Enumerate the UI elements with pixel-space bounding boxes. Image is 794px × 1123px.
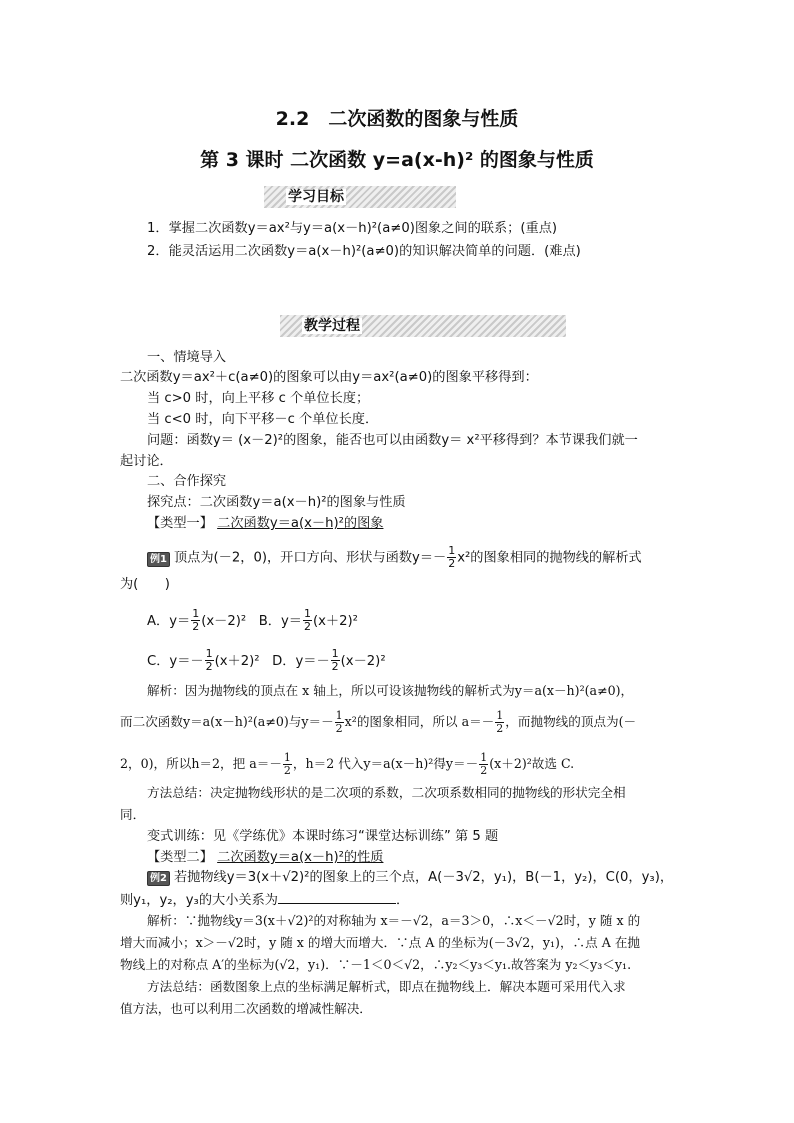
ex2-solution-line3: 物线上的对称点 A′的坐标为(√2，y₁)．∵－1＜0＜√2，∴y₂＜y₃＜y₁.故答案为 y₂＜y₃＜y₁. — [120, 957, 632, 972]
ex2-solution-line2: 增大而减小；x＞－√2时，y 随 x 的增大而增大．∵点 A 的坐标为(－3√2，y₁)，∴点 A 在抛 — [120, 935, 641, 950]
ex2-method-line2: 值方法，也可以利用二次函数的增减性解决． — [120, 1001, 372, 1016]
option-c: C．y＝－ $\frac{1}{2}$ (x＋2)² — [147, 647, 260, 673]
ex1-options-ab — [147, 608, 358, 633]
intro-line-4: 问题：函数y＝ (x－2)²的图象，能否也可以由函数y＝ x²平移得到？本节课我们就一 — [147, 433, 638, 448]
fraction: $\frac{1}{2}$ — [448, 544, 456, 570]
ex1-variant-training: 变式训练：见《学练优》本课时练习“课堂达标训练” 第 5 题 — [147, 829, 499, 844]
ex1-solution-line2: 而二次函数y＝a(x－h)²(a≠0)与y＝－ $\frac{1}{2}$ x²的图象相同，所以 a＝－ $\frac{1}{2}$ ，而抛物线的顶点为(－ — [120, 709, 637, 735]
ex1-solution-line3: 2，0)，所以h＝2，把 a＝－ $\frac{1}{2}$ ，h＝2 代入y＝a(x－h)²得y＝－ $\frac{1}{2}$ (x＋2)²故选 C. — [120, 751, 575, 777]
option-a: A．y＝ $\frac{1}{2}$ (x－2)² — [147, 607, 247, 633]
example-1-badge: 例1 — [147, 552, 170, 567]
ex2-solution-line1: 解析：∵抛物线y＝3(x＋√2)²的对称轴为 x＝－√2，a＝3＞0，∴x＜－√2时，y 随 x 的 — [147, 913, 641, 928]
type1-title: 二次函数y＝a(x－h)²的图象 — [217, 516, 384, 531]
goals-banner-label: 学习目标 — [288, 189, 344, 205]
goals-banner — [264, 186, 456, 208]
goal-1: 1．掌握二次函数y＝ax²与y＝a(x－h)²(a≠0)图象之间的联系；(重点) — [147, 221, 558, 236]
ex1-method-line1: 方法总结：决定抛物线形状的是二次项的系数，二次项系数相同的抛物线的形状完全相 — [147, 785, 626, 800]
example-2-badge: 例2 — [147, 871, 170, 886]
answer-blank — [278, 891, 396, 904]
type2-tag: 【类型二】 — [147, 850, 213, 865]
ex2-method-line1: 方法总结：函数图象上点的坐标满足解析式，即点在抛物线上．解决本题可采用代入求 — [147, 979, 626, 994]
process-banner-label: 教学过程 — [304, 318, 360, 334]
ex1-question-line2: 为( ) — [120, 577, 170, 592]
ex1-solution-line1: 解析：因为抛物线的顶点在 x 轴上，所以可设该抛物线的解析式为y＝a(x－h)²(a≠0)， — [147, 683, 634, 698]
option-d: D．y＝－ $\frac{1}{2}$ (x－2)² — [272, 647, 386, 673]
ex1-method-line2: 同． — [120, 807, 146, 822]
intro-line-3: 当 c<0 时，向下平移－c 个单位长度． — [147, 412, 379, 427]
intro-heading: 一、情境导入 — [147, 350, 227, 365]
lesson-title: 第 3 课时 二次函数 y=a(x-h)² 的图象与性质 — [200, 149, 594, 171]
section-title: 2.2 二次函数的图象与性质 — [275, 108, 519, 130]
intro-line-1: 二次函数y＝ax²＋c(a≠0)的图象可以由y＝ax²(a≠0)的图象平移得到： — [120, 370, 538, 385]
explore-heading: 二、合作探究 — [147, 474, 227, 489]
type1-tag: 【类型一】 — [147, 516, 213, 531]
intro-line-5: 起讨论． — [120, 454, 173, 469]
ex2-question-line1: 例2 若抛物线y＝3(x＋√2)²的图象上的三个点，A(－3√2，y₁)，B(－1，y₂)，C(0，y₃)， — [147, 869, 673, 887]
ex1-question-line1: 例1 顶点为(－2，0)，开口方向、形状与函数y＝－ $\frac{1}{2}$ x²的图象相同的抛物线的解析式 — [147, 545, 642, 570]
ex2-question-line2: 则y₁，y₂，y₃的大小关系为 ． — [120, 893, 410, 908]
type1-heading — [147, 515, 383, 533]
type2-heading — [147, 849, 383, 867]
type2-title: 二次函数y＝a(x－h)²的性质 — [217, 850, 384, 865]
explore-point: 探究点：二次函数y＝a(x－h)²的图象与性质 — [147, 495, 406, 510]
option-b: B．y＝ $\frac{1}{2}$ (x＋2)² — [258, 607, 358, 633]
goal-2: 2．能灵活运用二次函数y＝a(x－h)²(a≠0)的知识解决简单的问题．(难点) — [147, 244, 581, 259]
intro-line-2: 当 c>0 时，向上平移 c 个单位长度； — [147, 391, 370, 406]
ex1-options-cd — [147, 648, 386, 673]
process-banner — [280, 315, 566, 337]
